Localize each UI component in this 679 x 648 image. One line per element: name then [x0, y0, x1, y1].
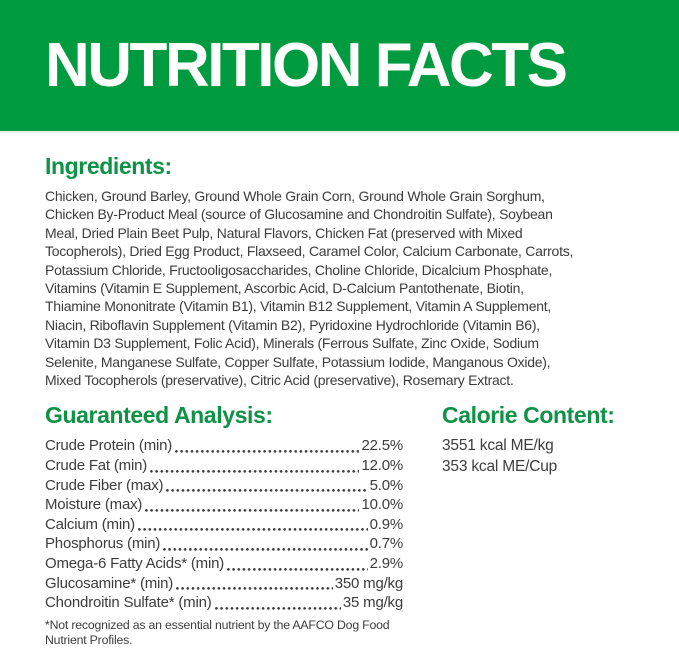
analysis-row: [45, 456, 403, 476]
ingredients-line: Tocopherols), Dried Egg Product, Flaxseed, Caramel Color, Calcium Carbonate, Carrots,: [45, 243, 574, 260]
footnote-line: *Not recognized as an essential nutrient by the AAFCO Dog Food: [45, 617, 390, 632]
analysis-label: Glucosamine* (min): [45, 574, 174, 592]
dot-leader: [176, 574, 333, 594]
dot-leader: [175, 436, 359, 456]
analysis-row: [45, 436, 403, 456]
bottom-columns: [45, 402, 649, 647]
guaranteed-analysis-table: [45, 436, 403, 612]
calorie-line: 3551 kcal ME/kg: [442, 437, 554, 455]
ingredients-line: Niacin, Riboflavin Supplement (Vitamin B2), Pyridoxine Hydrochloride (Vitamin B6),: [45, 316, 540, 333]
analysis-row: [45, 515, 403, 535]
analysis-row: [45, 593, 403, 613]
analysis-label: Crude Fiber (max): [45, 476, 164, 494]
ingredients-line: Chicken, Ground Barley, Ground Whole Grain Corn, Ground Whole Grain Sorghum,: [45, 188, 545, 204]
analysis-value: 0.9%: [369, 515, 403, 533]
analysis-value: 350 mg/kg: [334, 574, 403, 592]
ingredients-line: Chicken By-Product Meal (source of Glucosamine and Chondroitin Sulfate), Soybean: [45, 206, 553, 223]
ingredients-line: Meal, Dried Plain Beet Pulp, Natural Flavors, Chicken Fat (preserved with Mixed: [45, 224, 523, 241]
analysis-row: [45, 476, 403, 496]
analysis-label: Chondroitin Sulfate* (min): [45, 594, 212, 612]
analysis-label: Crude Fat (min): [45, 457, 148, 475]
analysis-row: [45, 495, 403, 515]
analysis-label: Phosphorus (min): [45, 535, 161, 553]
footnote-line: Nutrient Profiles.: [45, 632, 133, 647]
analysis-row: [45, 534, 403, 554]
analysis-row: [45, 574, 403, 594]
ingredients-line: Selenite, Manganese Sulfate, Copper Sulfate, Potassium Iodide, Manganous Oxide),: [45, 353, 551, 370]
analysis-label: Moisture (max): [45, 496, 143, 514]
dot-leader: [166, 476, 367, 496]
analysis-label: Crude Protein (min): [45, 437, 173, 455]
calorie-content-values: [442, 436, 615, 477]
dot-leader: [227, 554, 368, 574]
analysis-value: 35 mg/kg: [342, 594, 403, 612]
ingredients-line: Vitamins (Vitamin E Supplement, Ascorbic Acid, D-Calcium Pantothenate, Biotin,: [45, 280, 524, 297]
calorie-content-section: [442, 402, 615, 477]
dot-leader: [163, 534, 367, 554]
ingredients-line: Thiamine Mononitrate (Vitamin B1), Vitamin B12 Supplement, Vitamin A Supplement,: [45, 298, 552, 315]
analysis-row: [45, 554, 403, 574]
label-content: [0, 133, 679, 648]
page-title: NUTRITION FACTS: [45, 31, 566, 100]
ingredients-text: [45, 187, 649, 389]
analysis-value: 2.9%: [369, 555, 403, 573]
dot-leader: [145, 495, 359, 515]
analysis-label: Calcium (min): [45, 515, 135, 533]
guaranteed-analysis-section: [45, 402, 403, 647]
ingredients-line: Vitamin D3 Supplement, Folic Acid), Minerals (Ferrous Sulfate, Zinc Oxide, Sodium: [45, 335, 539, 352]
analysis-value: 5.0%: [369, 476, 403, 494]
ingredients-line: Potassium Chloride, Fructooligosaccharides, Choline Chloride, Dicalcium Phosphate,: [45, 261, 553, 278]
dot-leader: [138, 515, 368, 535]
calorie-line: 353 kcal ME/Cup: [442, 458, 558, 476]
analysis-value: 12.0%: [361, 457, 403, 475]
ingredients-line: Mixed Tocopherols (preservative), Citric Acid (preservative), Rosemary Extract.: [45, 372, 514, 389]
analysis-value: 10.0%: [361, 496, 403, 514]
guaranteed-analysis-heading: Guaranteed Analysis:: [45, 402, 273, 429]
analysis-value: 22.5%: [361, 437, 403, 455]
ingredients-heading: Ingredients:: [45, 153, 172, 179]
dot-leader: [150, 456, 359, 476]
calorie-content-heading: Calorie Content:: [442, 402, 615, 429]
header-band: [0, 0, 679, 133]
aafco-footnote: [45, 618, 403, 648]
dot-leader: [215, 593, 341, 613]
analysis-label: Omega-6 Fatty Acids* (min): [45, 555, 225, 573]
analysis-value: 0.7%: [369, 535, 403, 553]
